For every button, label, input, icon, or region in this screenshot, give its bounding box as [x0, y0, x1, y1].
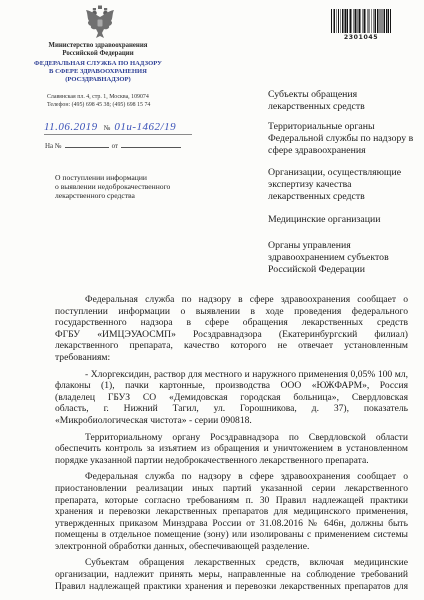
addressee-line: здравоохранением субъектов — [268, 252, 389, 263]
body-line: ФГБУ «ИМЦЭУАОСМП» Росздравнадзора (Екатеринбургский филиал) — [55, 328, 408, 340]
body-line: требованиям: — [55, 351, 111, 363]
body-paragraph — [55, 557, 408, 592]
letter-body — [55, 294, 408, 597]
body-line: обеспечить контроль за изъятием из обращения и уничтожением в установленном — [55, 443, 408, 455]
barcode-bar — [384, 9, 386, 33]
body-line: хранения и перевозки лекарственных препаратов для медицинского применения, — [55, 506, 408, 518]
body-line: лекарственного препарата, качество которого не отвечает установленным — [55, 340, 408, 352]
body-line: поступлении информации о выявлении в ходе проведения федерального — [55, 305, 408, 317]
body-line: - Хлоргексидин, раствор для местного и наружного применения 0,05% 100 мл, — [85, 368, 408, 380]
barcode-bar — [364, 9, 365, 33]
body-line: организации, надлежит принять меры, направленные на соблюдение требований — [55, 569, 408, 581]
body-line: помещены в отдельное помещение (зону) или изолированы с применением системы — [55, 529, 408, 541]
barcode-bar — [349, 9, 350, 33]
reference-date-blank — [121, 140, 181, 148]
agency-line: ФЕДЕРАЛЬНАЯ СЛУЖБА ПО НАДЗОРУ — [34, 60, 162, 67]
body-line: Федеральная служба по надзору в сфере здравоохранения сообщает о — [85, 294, 408, 305]
addressee-line: Субъекты обращения — [268, 89, 358, 100]
addressee-line: Территориальные органы — [268, 121, 375, 132]
reference-number-blank — [65, 140, 109, 148]
body-line: Правил надлежащей практики хранения и перевозки лекарственных препаратов для — [55, 580, 408, 592]
barcode-bar — [363, 9, 364, 33]
addressee-block — [268, 167, 401, 203]
barcode-bar — [342, 9, 343, 33]
body-line: электронной обработки данных, обеспечивающей разделение. — [55, 540, 310, 552]
addressee-line: Органы управления — [268, 240, 351, 251]
subject-line: О поступлении информации — [55, 173, 147, 182]
barcode — [330, 9, 392, 33]
body-line: препарата, которые согласно требованиям п. 30 Правил надлежащей практики — [55, 494, 408, 506]
body-line: (владелец ГБУЗ СО «Демидовская городская больница», Свердловская — [55, 391, 408, 403]
barcode-bar — [380, 9, 381, 33]
barcode-bar — [377, 9, 379, 33]
agency-line: (РОСЗДРАВНАДЗОР) — [65, 76, 131, 83]
body-line: Субъектам обращения лекарственных средств, включая медицинские — [85, 557, 408, 569]
body-line: порядке указанной партии недоброкачественного лекарственного препарата. — [55, 454, 369, 466]
addressee-block — [268, 214, 381, 226]
emblem-crown-right — [104, 8, 107, 10]
barcode-bar — [347, 9, 348, 33]
barcode-bar — [368, 9, 369, 33]
agency-contacts — [47, 93, 150, 109]
barcode-bar — [386, 9, 388, 33]
barcode-bar — [372, 9, 373, 33]
reference-prefix: На № — [45, 142, 62, 150]
body-line: флаконы (1), пачки картонные, производства ООО «ЮЖФАРМ», Россия — [55, 380, 408, 392]
body-line: государственного надзора в сфере обращения лекарственных средств — [55, 317, 408, 329]
barcode-bar — [345, 9, 347, 33]
barcode-bar — [388, 9, 389, 33]
reference-line — [45, 140, 184, 151]
addressee-line: Российской Федерации — [268, 264, 365, 275]
emblem-crown-left — [93, 8, 96, 10]
addressee-block — [268, 240, 389, 276]
body-line: приостановлении реализации иных партий указанной серии лекарственного — [55, 482, 408, 494]
addressee-block — [268, 89, 365, 113]
agency-phone: Телефон: (495) 698 45 38; (495) 698 15 74 — [47, 102, 151, 108]
barcode-number: 2301045 — [343, 34, 379, 41]
body-paragraph — [55, 432, 408, 467]
body-line: утвержденных приказом Минздрава России от 31.08.2016 № 646н, должны быть — [55, 517, 408, 529]
addressee-line: лекарственных средств — [268, 101, 365, 112]
addressee-line: лекарственных средств — [268, 191, 365, 202]
barcode-bar — [350, 9, 352, 33]
barcode-bar — [340, 9, 341, 33]
barcode-bar — [366, 9, 367, 33]
addressee-line: экспертизу качества — [268, 179, 352, 190]
addressee-line: Федеральной службы по надзору в — [268, 133, 414, 144]
barcode-bar — [359, 9, 361, 33]
barcode-bar — [382, 9, 383, 33]
body-line: область, г. Нижний Тагил, ул. Горошникова, д. 37), показатель — [55, 403, 408, 415]
ministry-line: Министерство здравоохранения — [48, 42, 148, 49]
barcode-bar — [338, 9, 339, 33]
barcode-bar — [390, 9, 391, 33]
agency-address: Славянская пл. 4, стр. 1, Москва, 109074 — [47, 94, 149, 100]
reference-from: от — [111, 142, 119, 150]
barcode-bar — [336, 9, 337, 33]
barcode-bar — [334, 9, 335, 33]
outgoing-date: 11.06.2019 — [44, 121, 98, 133]
body-line: Федеральная служба по надзору в сфере здравоохранения сообщает о — [85, 471, 408, 483]
barcode-bar — [370, 9, 371, 33]
emblem-crown — [98, 6, 102, 10]
addressee-block — [268, 121, 413, 157]
addressee-line: Организации, осуществляющие — [268, 167, 402, 178]
addressee-line: сфере здравоохранения — [268, 145, 366, 156]
body-line: Территориальному органу Росздравнадзора по Свердловской области — [85, 431, 408, 443]
letter-subject — [55, 173, 170, 201]
addressee-line: Медицинские организации — [268, 214, 381, 225]
subject-line: лекарственного средства — [55, 191, 135, 201]
barcode-bar — [381, 9, 382, 33]
body-line: «Микробиологическая чистота» - серии 090818. — [55, 414, 252, 426]
ministry-line: Российской Федерации — [62, 49, 134, 57]
double-headed-eagle-emblem-icon — [84, 5, 116, 41]
agency-line: В СФЕРЕ ЗДРАВООХРАНЕНИЯ — [49, 68, 147, 75]
body-paragraph — [55, 471, 408, 552]
agency-name — [28, 60, 168, 84]
body-paragraph — [55, 294, 408, 364]
barcode-bar — [353, 9, 354, 33]
number-sign: № — [103, 124, 111, 132]
barcode-bar — [333, 9, 334, 33]
subject-line: о выявлении недоброкачественного — [55, 182, 171, 192]
barcode-bar — [374, 9, 375, 33]
emblem-shield — [98, 20, 103, 27]
barcode-bar — [355, 9, 357, 33]
barcode-bar — [357, 9, 358, 33]
outgoing-registration — [44, 120, 192, 135]
outgoing-number: 01и-1462/19 — [114, 121, 177, 133]
barcode-bar — [344, 9, 345, 33]
barcode-bar — [361, 9, 362, 33]
barcode-bar — [375, 9, 376, 33]
body-paragraph — [55, 369, 408, 427]
barcode-bar — [331, 9, 332, 33]
ministry-name — [28, 42, 168, 57]
